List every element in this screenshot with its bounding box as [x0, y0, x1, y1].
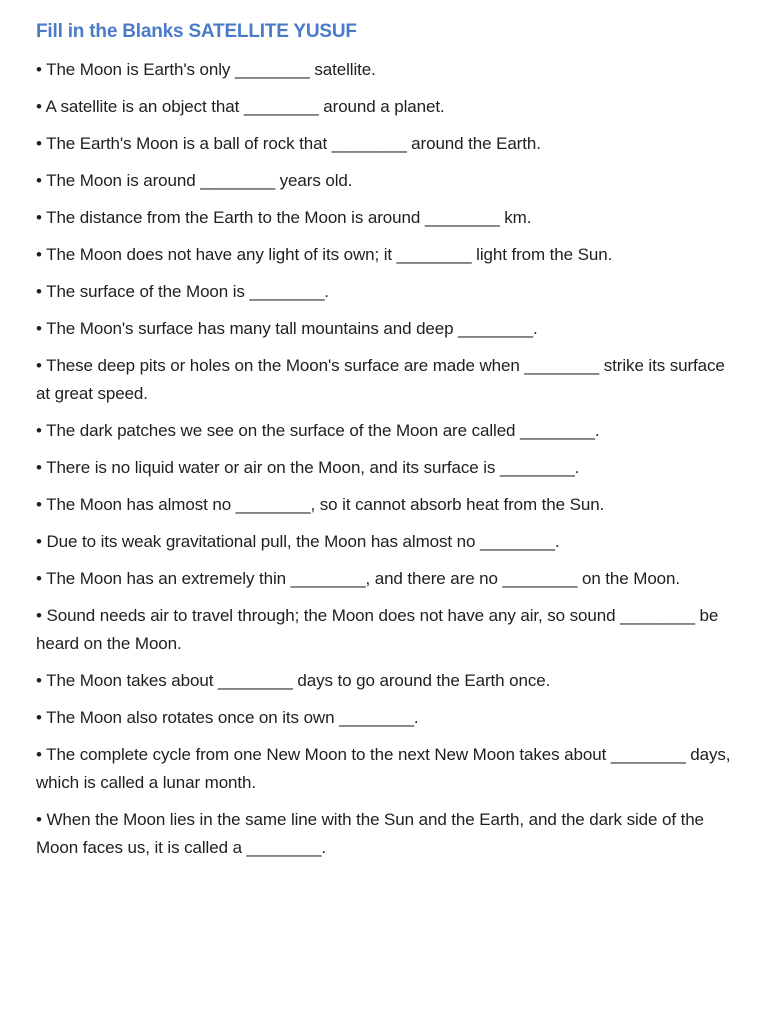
question-17: • The Moon also rotates once on its own ________. [36, 708, 419, 727]
question-2: • A satellite is an object that ________ around a planet. [36, 97, 445, 116]
question-18: • The complete cycle from one New Moon to the next New Moon takes about ________ days, which is called a lunar month. [36, 745, 731, 792]
question-3: • The Earth's Moon is a ball of rock that ________ around the Earth. [36, 134, 541, 153]
question-16: • The Moon takes about ________ days to go around the Earth once. [36, 671, 551, 690]
question-list [36, 56, 736, 862]
question-13: • Due to its weak gravitational pull, the Moon has almost no ________. [36, 532, 560, 551]
question-8: • The Moon's surface has many tall mountains and deep ________. [36, 319, 538, 338]
question-4: • The Moon is around ________ years old. [36, 171, 353, 190]
question-7: • The surface of the Moon is ________. [36, 282, 329, 301]
question-14: • The Moon has an extremely thin ________, and there are no ________ on the Moon. [36, 569, 681, 588]
question-10: • The dark patches we see on the surface of the Moon are called ________. [36, 421, 600, 440]
question-5: • The distance from the Earth to the Moon is around ________ km. [36, 208, 532, 227]
worksheet-page [36, 18, 736, 871]
question-9: • These deep pits or holes on the Moon's surface are made when ________ strike its surface at great speed. [36, 356, 725, 403]
question-12: • The Moon has almost no ________, so it cannot absorb heat from the Sun. [36, 495, 605, 514]
question-15: • Sound needs air to travel through; the Moon does not have any air, so sound ________ be heard on the Moon. [36, 606, 719, 653]
question-1: • The Moon is Earth's only ________ satellite. [36, 60, 376, 79]
question-6: • The Moon does not have any light of its own; it ________ light from the Sun. [36, 245, 613, 264]
question-11: • There is no liquid water or air on the Moon, and its surface is ________. [36, 458, 580, 477]
worksheet-title: Fill in the Blanks SATELLITE YUSUF [36, 21, 357, 42]
question-19: • When the Moon lies in the same line with the Sun and the Earth, and the dark side of the Moon faces us, it is called a ________. [36, 810, 704, 857]
